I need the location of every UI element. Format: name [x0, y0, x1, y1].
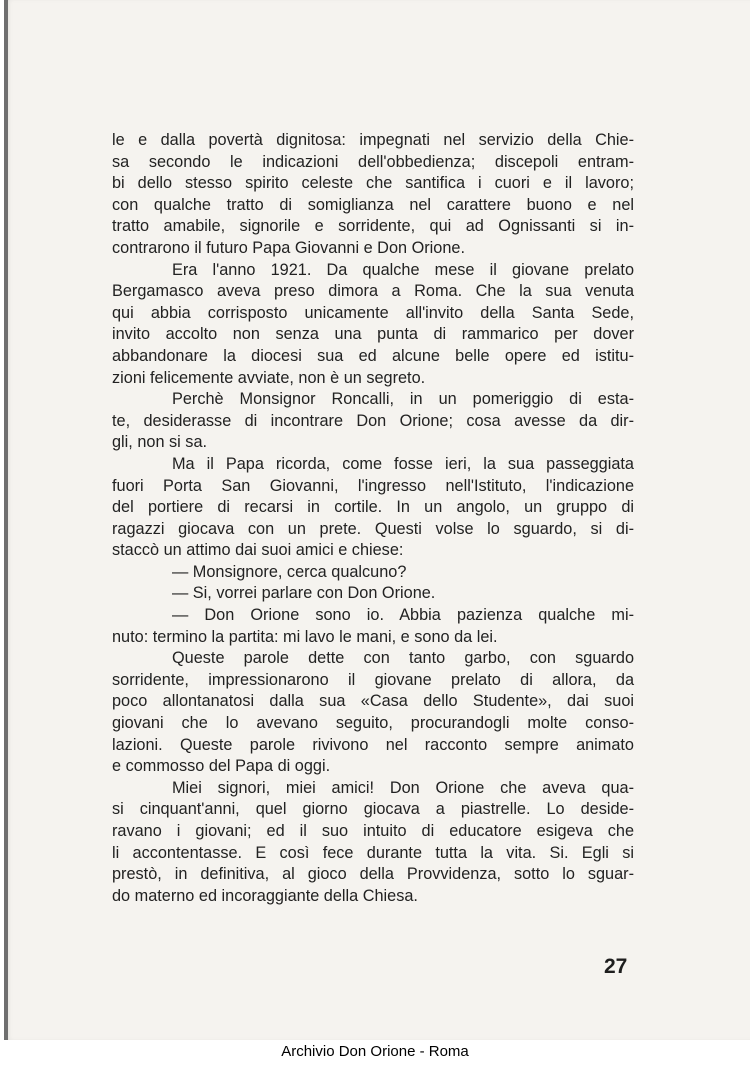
body-text	[112, 130, 634, 907]
text-line: nuto: termino la partita: mi lavo le mani, e sono da lei.	[112, 627, 498, 646]
text-line: invito accolto non senza una punta di rammarico per dover	[112, 325, 634, 344]
text-line: sorridente, impressionarono il giovane prelato di allora, da	[112, 670, 634, 689]
archive-caption: Archivio Don Orione - Roma	[281, 1043, 469, 1060]
text-line: — Monsignore, cerca qualcuno?	[172, 562, 407, 581]
text-line: si cinquant'anni, quel giorno giocava a piastrelle. Lo deside-	[112, 800, 634, 819]
text-line: bi dello stesso spirito celeste che santifica i cuori e il lavoro;	[112, 174, 634, 193]
text-line: sa secondo le indicazioni dell'obbedienza; discepoli entram-	[112, 152, 634, 171]
text-line: contrarono il futuro Papa Giovanni e Don Orione.	[112, 238, 465, 257]
text-line: qui abbia corrisposto unicamente all'invito della Santa Sede,	[112, 303, 634, 322]
page-number: 27	[604, 955, 628, 978]
text-line: fuori Porta San Giovanni, l'ingresso nell'Istituto, l'indicazione	[112, 476, 634, 495]
text-line: poco allontanatosi dalla sua «Casa dello Studente», dai suoi	[112, 692, 634, 711]
text-line: prestò, in definitiva, al gioco della Provvidenza, sotto lo sguar-	[112, 865, 634, 884]
text-line: te, desiderasse di incontrare Don Orione; cosa avesse da dir-	[112, 411, 634, 430]
text-line: li accontentasse. E così fece durante tutta la vita. Si. Egli si	[112, 843, 634, 862]
text-line: del portiere di recarsi in cortile. In un angolo, un gruppo di	[112, 498, 634, 517]
text-line: con qualche tratto di somiglianza nel carattere buono e nel	[112, 195, 634, 214]
text-line: le e dalla povertà dignitosa: impegnati nel servizio della Chie-	[112, 131, 634, 149]
text-line: Miei signori, miei amici! Don Orione che aveva qua-	[172, 778, 634, 797]
text-line: — Si, vorrei parlare con Don Orione.	[172, 584, 436, 603]
text-line: zioni felicemente avviate, non è un segreto.	[112, 368, 426, 387]
text-line: abbandonare la diocesi sua ed alcune belle opere ed istitu-	[112, 346, 634, 365]
text-line: giovani che lo avevano seguito, procurandogli molte conso-	[112, 714, 634, 733]
text-line: staccò un attimo dai suoi amici e chiese:	[112, 541, 404, 560]
text-line: Era l'anno 1921. Da qualche mese il giovane prelato	[172, 260, 634, 279]
text-line: ravano i giovani; ed il suo intuito di educatore esigeva che	[112, 822, 634, 840]
text-line: lazioni. Queste parole rivivono nel racconto sempre animato	[112, 735, 634, 754]
text-line: gli, non si sa.	[112, 433, 208, 452]
text-line: Queste parole dette con tanto garbo, con sguardo	[172, 649, 634, 668]
page-gutter-shadow	[4, 0, 8, 1040]
text-line: Ma il Papa ricorda, come fosse ieri, la sua passeggiata	[172, 454, 634, 473]
text-line: tratto amabile, signorile e sorridente, qui ad Ognissanti si in-	[112, 217, 634, 236]
text-line: do materno ed incoraggiante della Chiesa.	[112, 886, 418, 905]
text-line: Perchè Monsignor Roncalli, in un pomeriggio di esta-	[172, 390, 634, 409]
text-line: Bergamasco aveva preso dimora a Roma. Che la sua venuta	[112, 282, 634, 301]
text-line: ragazzi giocava con un prete. Questi volse lo sguardo, si di-	[112, 519, 634, 538]
text-line: e commosso del Papa di oggi.	[112, 757, 331, 776]
text-line: — Don Orione sono io. Abbia pazienza qualche mi-	[172, 606, 634, 625]
